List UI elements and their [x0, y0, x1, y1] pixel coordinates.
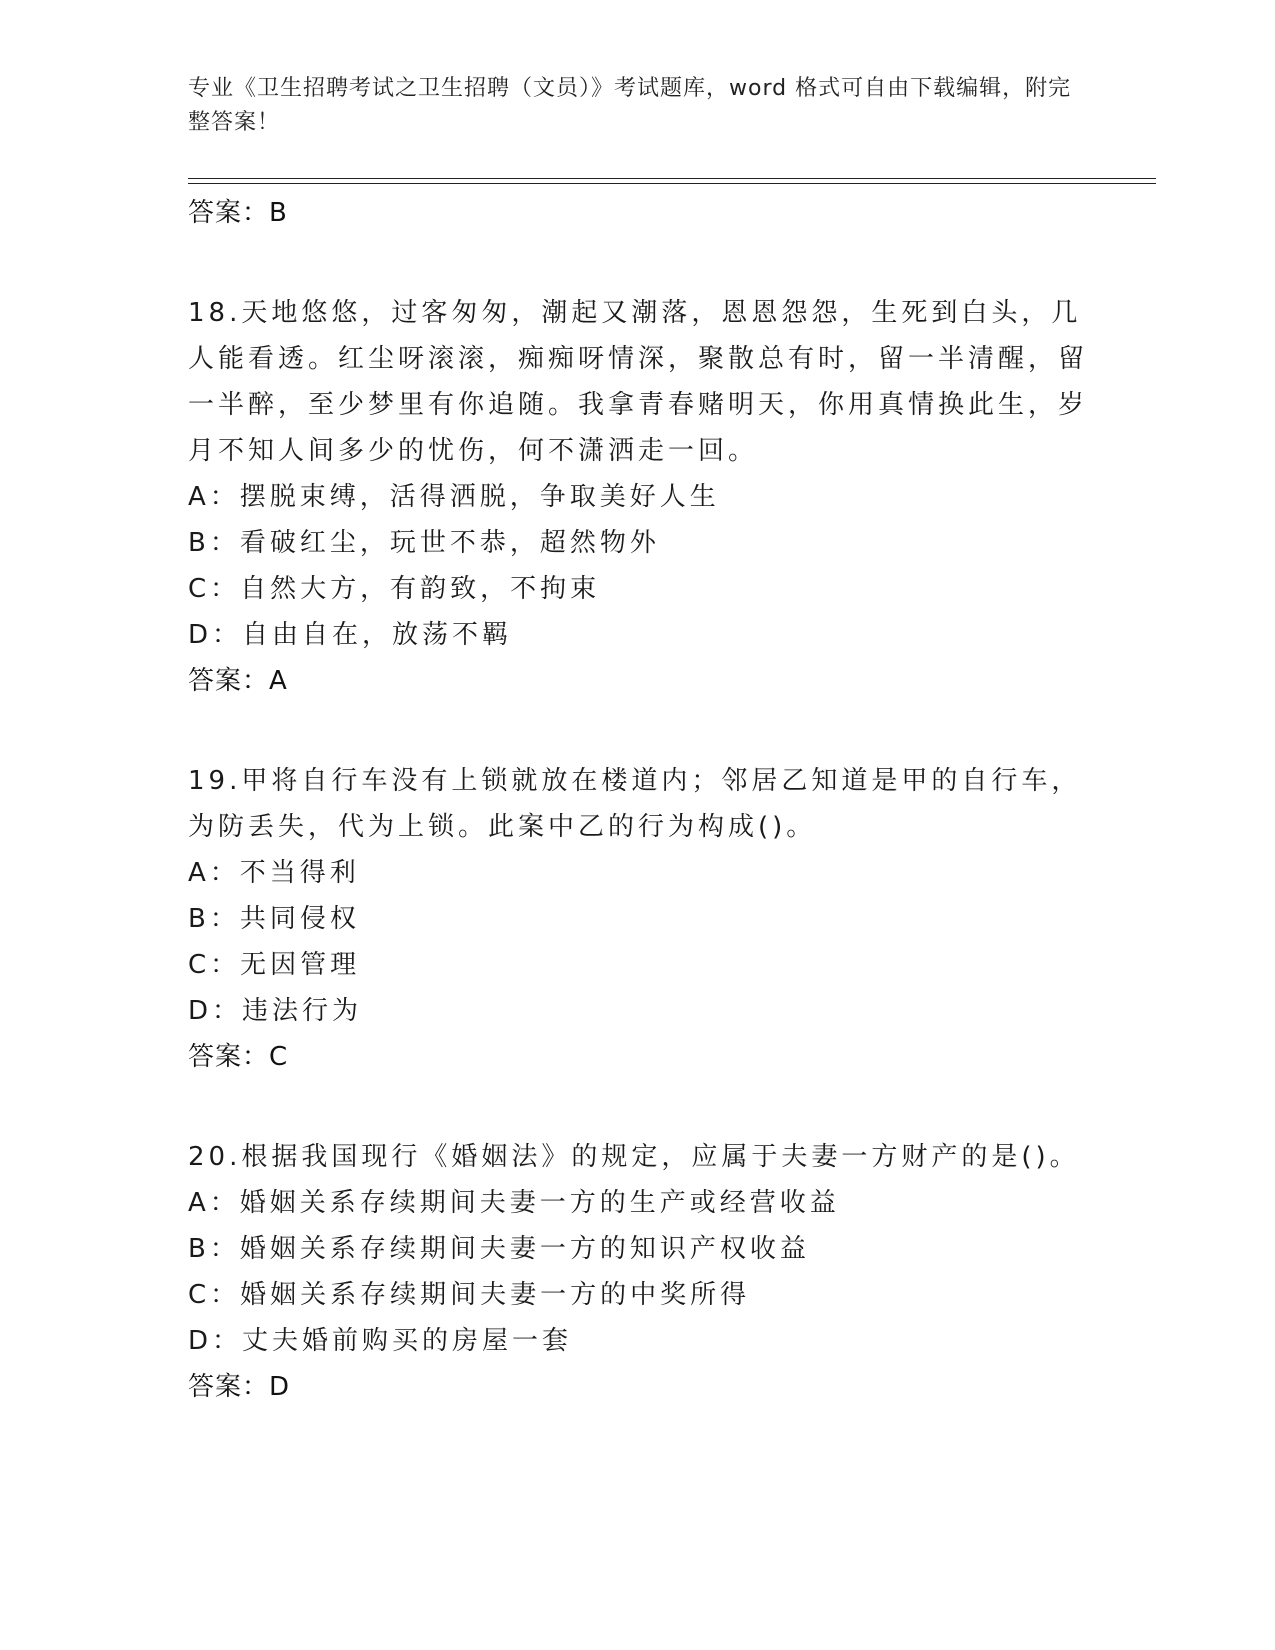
question-answer: 答案：C: [188, 1042, 289, 1072]
option-c: C：婚姻关系存续期间夫妻一方的中奖所得: [188, 1280, 751, 1310]
header-divider-top: [188, 178, 1156, 179]
question-19: [188, 758, 1088, 1080]
option-c: C：自然大方，有韵致，不拘束: [188, 574, 601, 604]
option-b: B：共同侵权: [188, 904, 360, 934]
question-stem: 19.甲将自行车没有上锁就放在楼道内；邻居乙知道是甲的自行车，为防丢失，代为上锁。此案中乙的行为构成()。: [188, 766, 1082, 842]
option-d: D：违法行为: [188, 996, 363, 1026]
option-b: B：婚姻关系存续期间夫妻一方的知识产权收益: [188, 1234, 810, 1264]
option-b: B：看破红尘，玩世不恭，超然物外: [188, 528, 660, 558]
option-a: A：不当得利: [188, 858, 360, 888]
question-answer: 答案：A: [188, 666, 288, 696]
option-d: D：自由自在，放荡不羁: [188, 620, 513, 650]
option-c: C：无因管理: [188, 950, 361, 980]
question-answer: 答案：D: [188, 1372, 291, 1402]
page-header: 专业《卫生招聘考试之卫生招聘（文员）》考试题库，word 格式可自由下载编辑，附完整答案！: [188, 76, 1072, 135]
option-a: A：婚姻关系存续期间夫妻一方的生产或经营收益: [188, 1188, 840, 1218]
question-list: [188, 190, 1088, 1410]
header-divider-bottom: [188, 183, 1156, 184]
option-d: D：丈夫婚前购买的房屋一套: [188, 1326, 573, 1356]
question-20: [188, 1134, 1088, 1410]
question-18: [188, 290, 1088, 704]
option-a: A：摆脱束缚，活得洒脱，争取美好人生: [188, 482, 720, 512]
question-stem: 18.天地悠悠，过客匆匆，潮起又潮落，恩恩怨怨，生死到白头，几人能看透。红尘呀滚滚，痴痴呀情深，聚散总有时，留一半清醒，留一半醉，至少梦里有你追随。我拿青春赌明天，你用真情换此生，岁月不知人间多少的忧伤，何不潇洒走一回。: [188, 298, 1089, 466]
question-stem: 20.根据我国现行《婚姻法》的规定，应属于夫妻一方财产的是()。: [188, 1142, 1080, 1172]
previous-answer: 答案：B: [188, 198, 288, 228]
